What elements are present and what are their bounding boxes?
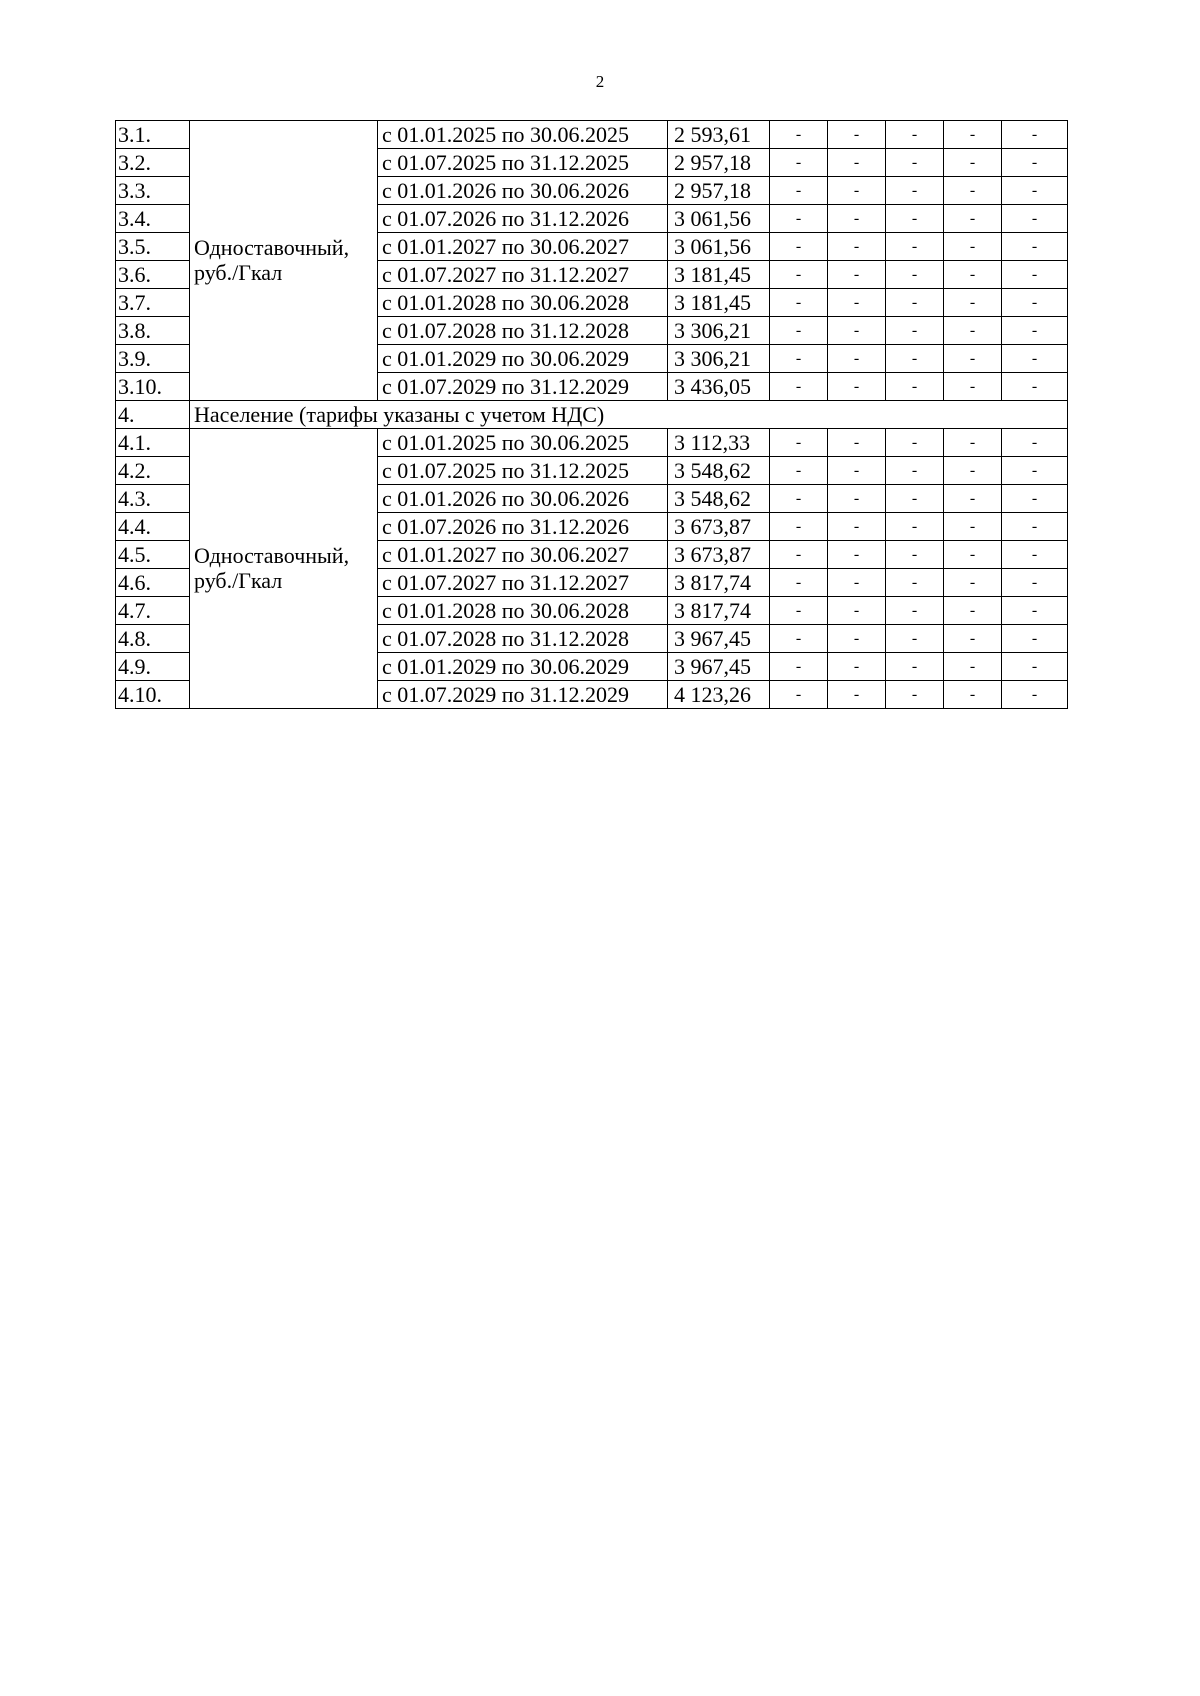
row-number: 3.6. — [116, 261, 190, 289]
section-title: Население (тарифы указаны с учетом НДС) — [190, 401, 1068, 429]
empty-value-cell: - — [886, 121, 944, 149]
empty-value-cell: - — [886, 177, 944, 205]
page-number: 2 — [595, 72, 605, 91]
empty-value-cell: - — [1002, 597, 1068, 625]
row-number: 4.5. — [116, 541, 190, 569]
empty-value-cell: - — [1002, 121, 1068, 149]
period-cell: с 01.07.2028 по 31.12.2028 — [378, 625, 668, 653]
empty-value-cell: - — [1002, 541, 1068, 569]
empty-value-cell: - — [828, 261, 886, 289]
period-cell: с 01.07.2025 по 31.12.2025 — [378, 457, 668, 485]
empty-value-cell: - — [828, 233, 886, 261]
tariff-value-cell: 3 061,56 — [668, 205, 770, 233]
period-cell: с 01.01.2029 по 30.06.2029 — [378, 653, 668, 681]
empty-value-cell: - — [770, 345, 828, 373]
empty-value-cell: - — [828, 541, 886, 569]
period-cell: с 01.01.2026 по 30.06.2026 — [378, 177, 668, 205]
empty-value-cell: - — [944, 597, 1002, 625]
empty-value-cell: - — [770, 317, 828, 345]
empty-value-cell: - — [770, 289, 828, 317]
empty-value-cell: - — [828, 345, 886, 373]
tariff-table — [115, 120, 1068, 709]
period-cell: с 01.01.2025 по 30.06.2025 — [378, 121, 668, 149]
row-number: 4.7. — [116, 597, 190, 625]
row-number: 3.2. — [116, 149, 190, 177]
tariff-value-cell: 3 817,74 — [668, 597, 770, 625]
rate-type-cell: Одноставочный, руб./Гкал — [190, 121, 378, 401]
rate-type-cell: Одноставочный, руб./Гкал — [190, 429, 378, 709]
period-cell: с 01.07.2027 по 31.12.2027 — [378, 569, 668, 597]
empty-value-cell: - — [944, 205, 1002, 233]
empty-value-cell: - — [828, 289, 886, 317]
empty-value-cell: - — [944, 541, 1002, 569]
empty-value-cell: - — [1002, 457, 1068, 485]
row-number: 4.4. — [116, 513, 190, 541]
empty-value-cell: - — [828, 373, 886, 401]
empty-value-cell: - — [1002, 345, 1068, 373]
empty-value-cell: - — [770, 233, 828, 261]
empty-value-cell: - — [1002, 261, 1068, 289]
tariff-value-cell: 3 112,33 — [668, 429, 770, 457]
empty-value-cell: - — [944, 149, 1002, 177]
row-number: 4.2. — [116, 457, 190, 485]
empty-value-cell: - — [944, 317, 1002, 345]
row-number: 3.4. — [116, 205, 190, 233]
empty-value-cell: - — [944, 289, 1002, 317]
empty-value-cell: - — [1002, 569, 1068, 597]
empty-value-cell: - — [1002, 625, 1068, 653]
empty-value-cell: - — [828, 485, 886, 513]
row-number: 3.9. — [116, 345, 190, 373]
tariff-value-cell: 3 306,21 — [668, 317, 770, 345]
empty-value-cell: - — [944, 233, 1002, 261]
empty-value-cell: - — [886, 625, 944, 653]
tariff-value-cell: 3 061,56 — [668, 233, 770, 261]
row-number: 3.5. — [116, 233, 190, 261]
empty-value-cell: - — [886, 233, 944, 261]
empty-value-cell: - — [944, 625, 1002, 653]
empty-value-cell: - — [886, 597, 944, 625]
period-cell: с 01.01.2026 по 30.06.2026 — [378, 485, 668, 513]
period-cell: с 01.07.2026 по 31.12.2026 — [378, 205, 668, 233]
empty-value-cell: - — [770, 429, 828, 457]
empty-value-cell: - — [886, 569, 944, 597]
period-cell: с 01.07.2029 по 31.12.2029 — [378, 373, 668, 401]
table-row — [116, 429, 1068, 457]
empty-value-cell: - — [944, 485, 1002, 513]
period-cell: с 01.07.2026 по 31.12.2026 — [378, 513, 668, 541]
empty-value-cell: - — [1002, 177, 1068, 205]
empty-value-cell: - — [770, 205, 828, 233]
row-number: 3.1. — [116, 121, 190, 149]
tariff-value-cell: 3 817,74 — [668, 569, 770, 597]
empty-value-cell: - — [886, 513, 944, 541]
tariff-value-cell: 3 181,45 — [668, 261, 770, 289]
empty-value-cell: - — [770, 653, 828, 681]
empty-value-cell: - — [944, 261, 1002, 289]
empty-value-cell: - — [828, 205, 886, 233]
empty-value-cell: - — [886, 681, 944, 709]
empty-value-cell: - — [886, 457, 944, 485]
empty-value-cell: - — [886, 373, 944, 401]
empty-value-cell: - — [828, 597, 886, 625]
row-number: 4.3. — [116, 485, 190, 513]
tariff-value-cell: 3 306,21 — [668, 345, 770, 373]
empty-value-cell: - — [886, 429, 944, 457]
period-cell: с 01.07.2028 по 31.12.2028 — [378, 317, 668, 345]
row-number: 4.10. — [116, 681, 190, 709]
period-cell: с 01.01.2028 по 30.06.2028 — [378, 289, 668, 317]
tariff-value-cell: 3 548,62 — [668, 485, 770, 513]
empty-value-cell: - — [944, 121, 1002, 149]
row-number: 4.6. — [116, 569, 190, 597]
empty-value-cell: - — [1002, 373, 1068, 401]
row-number: 4.8. — [116, 625, 190, 653]
period-cell: с 01.01.2027 по 30.06.2027 — [378, 233, 668, 261]
tariff-value-cell: 3 436,05 — [668, 373, 770, 401]
empty-value-cell: - — [886, 289, 944, 317]
empty-value-cell: - — [828, 317, 886, 345]
empty-value-cell: - — [1002, 205, 1068, 233]
period-cell: с 01.01.2027 по 30.06.2027 — [378, 541, 668, 569]
tariff-value-cell: 3 967,45 — [668, 625, 770, 653]
empty-value-cell: - — [828, 457, 886, 485]
empty-value-cell: - — [770, 569, 828, 597]
period-cell: с 01.07.2025 по 31.12.2025 — [378, 149, 668, 177]
period-cell: с 01.07.2029 по 31.12.2029 — [378, 681, 668, 709]
row-number: 4.1. — [116, 429, 190, 457]
empty-value-cell: - — [770, 261, 828, 289]
empty-value-cell: - — [770, 485, 828, 513]
tariff-value-cell: 4 123,26 — [668, 681, 770, 709]
empty-value-cell: - — [886, 205, 944, 233]
tariff-value-cell: 2 957,18 — [668, 177, 770, 205]
period-cell: с 01.01.2029 по 30.06.2029 — [378, 345, 668, 373]
empty-value-cell: - — [770, 149, 828, 177]
tariff-value-cell: 3 181,45 — [668, 289, 770, 317]
tariff-value-cell: 2 957,18 — [668, 149, 770, 177]
empty-value-cell: - — [770, 457, 828, 485]
empty-value-cell: - — [1002, 149, 1068, 177]
empty-value-cell: - — [944, 681, 1002, 709]
empty-value-cell: - — [1002, 513, 1068, 541]
tariff-value-cell: 3 548,62 — [668, 457, 770, 485]
empty-value-cell: - — [944, 373, 1002, 401]
row-number: 4.9. — [116, 653, 190, 681]
empty-value-cell: - — [828, 513, 886, 541]
empty-value-cell: - — [828, 681, 886, 709]
tariff-table-body — [116, 121, 1068, 709]
tariff-value-cell: 3 967,45 — [668, 653, 770, 681]
table-row — [116, 121, 1068, 149]
period-cell: с 01.01.2025 по 30.06.2025 — [378, 429, 668, 457]
empty-value-cell: - — [770, 121, 828, 149]
empty-value-cell: - — [828, 625, 886, 653]
empty-value-cell: - — [1002, 233, 1068, 261]
row-number: 3.10. — [116, 373, 190, 401]
row-number: 3.8. — [116, 317, 190, 345]
empty-value-cell: - — [886, 485, 944, 513]
empty-value-cell: - — [770, 373, 828, 401]
period-cell: с 01.01.2028 по 30.06.2028 — [378, 597, 668, 625]
empty-value-cell: - — [944, 569, 1002, 597]
empty-value-cell: - — [944, 177, 1002, 205]
empty-value-cell: - — [770, 597, 828, 625]
tariff-value-cell: 3 673,87 — [668, 513, 770, 541]
empty-value-cell: - — [1002, 289, 1068, 317]
empty-value-cell: - — [886, 149, 944, 177]
period-cell: с 01.07.2027 по 31.12.2027 — [378, 261, 668, 289]
section-number: 4. — [116, 401, 190, 429]
empty-value-cell: - — [770, 541, 828, 569]
empty-value-cell: - — [886, 653, 944, 681]
empty-value-cell: - — [770, 681, 828, 709]
empty-value-cell: - — [886, 261, 944, 289]
tariff-value-cell: 2 593,61 — [668, 121, 770, 149]
empty-value-cell: - — [828, 149, 886, 177]
empty-value-cell: - — [1002, 429, 1068, 457]
empty-value-cell: - — [944, 457, 1002, 485]
empty-value-cell: - — [1002, 317, 1068, 345]
empty-value-cell: - — [770, 177, 828, 205]
empty-value-cell: - — [828, 653, 886, 681]
empty-value-cell: - — [770, 625, 828, 653]
empty-value-cell: - — [828, 569, 886, 597]
empty-value-cell: - — [886, 345, 944, 373]
row-number: 3.3. — [116, 177, 190, 205]
empty-value-cell: - — [1002, 653, 1068, 681]
empty-value-cell: - — [944, 653, 1002, 681]
empty-value-cell: - — [886, 317, 944, 345]
empty-value-cell: - — [828, 177, 886, 205]
empty-value-cell: - — [944, 429, 1002, 457]
empty-value-cell: - — [1002, 485, 1068, 513]
tariff-value-cell: 3 673,87 — [668, 541, 770, 569]
empty-value-cell: - — [828, 121, 886, 149]
section-row — [116, 401, 1068, 429]
empty-value-cell: - — [770, 513, 828, 541]
row-number: 3.7. — [116, 289, 190, 317]
empty-value-cell: - — [828, 429, 886, 457]
empty-value-cell: - — [1002, 681, 1068, 709]
empty-value-cell: - — [944, 513, 1002, 541]
empty-value-cell: - — [886, 541, 944, 569]
empty-value-cell: - — [944, 345, 1002, 373]
